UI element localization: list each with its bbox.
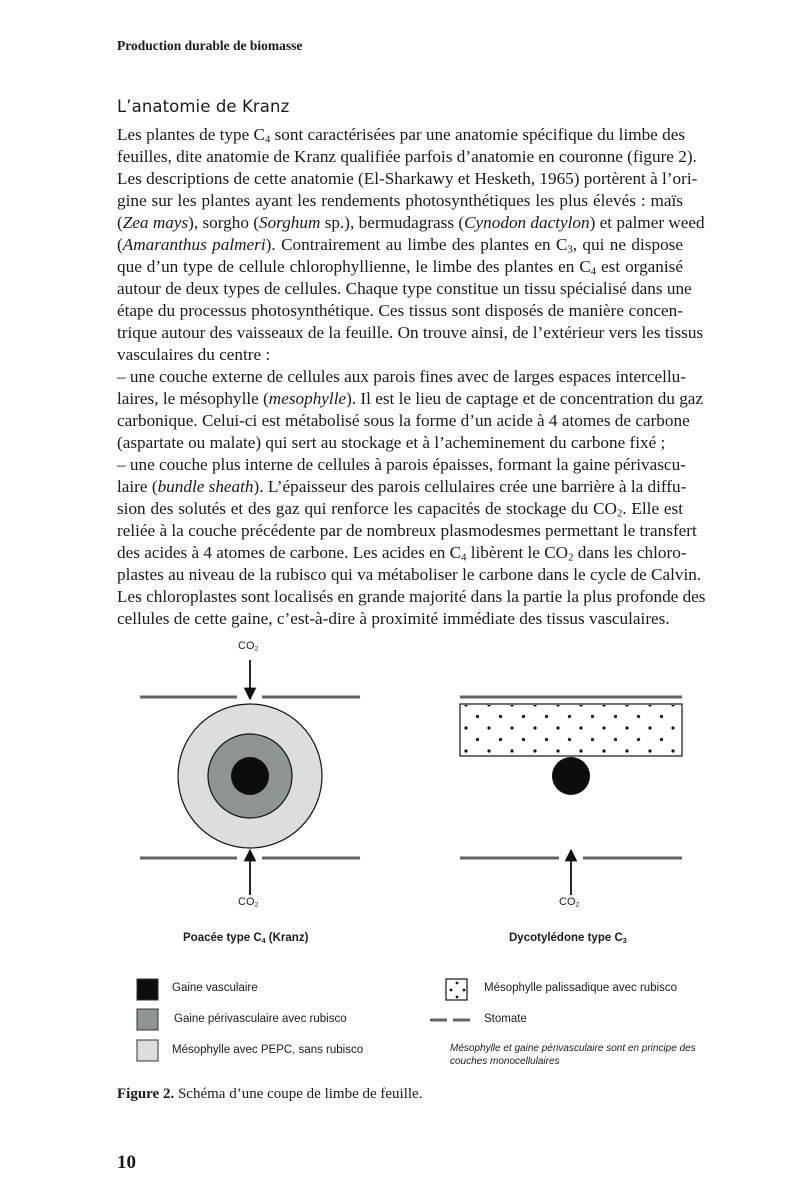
body-line: que d’un type de cellule chlorophyllienne, le limbe des plantes en $C_4$ est organisé bbox=[117, 257, 683, 278]
co2-label-bottom: $CO_2$ bbox=[238, 896, 259, 909]
caption-label: Figure 2. bbox=[117, 1086, 175, 1102]
section-title: L’anatomie de Kranz bbox=[117, 97, 290, 116]
legend-swatch-mesophyll bbox=[137, 1040, 158, 1061]
co2-label-bottom-c3: $CO_2$ bbox=[559, 896, 580, 909]
legend-label-vascular: Gaine vasculaire bbox=[172, 982, 258, 994]
right-diagram-title: Dycotylédone type $C_3$ bbox=[509, 932, 627, 945]
legend-label-palisade: Mésophylle palissadique avec rubisco bbox=[484, 982, 678, 994]
vascular-bundle-c3 bbox=[552, 757, 590, 795]
body-line: feuilles, dite anatomie de Kranz qualifiée parfois d’anatomie en couronne (figure 2). bbox=[117, 147, 697, 166]
kranz-diagram bbox=[140, 660, 360, 895]
body-line: trique autour des vaisseaux de la feuille. On trouve ainsi, de l’extérieur vers les tissus bbox=[117, 323, 704, 342]
body-line: – une couche plus interne de cellules à parois épaisses, formant la gaine périvascu- bbox=[117, 455, 686, 474]
legend-label-perivascular: Gaine périvasculaire avec rubisco bbox=[174, 1013, 347, 1025]
body-text bbox=[117, 124, 706, 630]
body-line: Les descriptions de cette anatomie (El-Sharkawy et Hesketh, 1965) portèrent à l’ori- bbox=[117, 169, 698, 188]
body-line: autour de deux types de cellules. Chaque type constitue un tissu spécialisé dans une bbox=[117, 279, 692, 298]
legend-label-stomate: Stomate bbox=[484, 1013, 527, 1025]
left-diagram-title: Poacée type $C_4$ (Kranz) bbox=[183, 932, 309, 945]
c3-diagram bbox=[460, 697, 682, 895]
body-line: Les plantes de type $C_4$ sont caractérisées par une anatomie spécifique du limbe des bbox=[117, 125, 686, 146]
caption-text: Schéma d’une coupe de limbe de feuille. bbox=[174, 1086, 423, 1102]
body-line: plastes au niveau de la rubisco qui va métaboliser le carbone dans le cycle de Calvin. bbox=[117, 565, 702, 584]
figure-diagram bbox=[0, 630, 800, 1080]
figure-caption bbox=[117, 1086, 422, 1103]
body-line: laire (bundle sheath). L’épaisseur des parois cellulaires crée une barrière à la diffu- bbox=[117, 477, 687, 496]
body-line: étape du processus photosynthétique. Ces tissus sont disposés de manière concen- bbox=[117, 301, 683, 320]
body-line: (Zea mays), sorgho (Sorghum sp.), bermudagrass (Cynodon dactylon) et palmer weed bbox=[117, 213, 705, 232]
figure-2 bbox=[0, 630, 800, 1080]
body-line: gine sur les plantes ayant les rendements photosynthétiques les plus élevés : maïs bbox=[117, 191, 683, 210]
body-line: Les chloroplastes sont localisés en grande majorité dans la partie la plus profonde des bbox=[117, 587, 706, 606]
body-line: (Amaranthus palmeri). Contrairement au limbe des plantes en $C_3$, qui ne dispose bbox=[117, 235, 683, 256]
body-line: vasculaires du centre : bbox=[117, 345, 271, 364]
legend-label-mesophyll: Mésophylle avec PEPC, sans rubisco bbox=[172, 1044, 364, 1056]
body-line: – une couche externe de cellules aux parois fines avec de larges espaces intercellu- bbox=[117, 367, 686, 386]
body-line: reliée à la couche précédente par de nombreux plasmodesmes permettant le transfert bbox=[117, 521, 697, 540]
body-line: cellules de cette gaine, c’est-à-dire à proximité immédiate des tissus vasculaires. bbox=[117, 609, 670, 628]
vascular-bundle bbox=[231, 757, 269, 795]
legend-swatch-vascular bbox=[137, 979, 158, 1000]
legend-swatch-dotted bbox=[446, 979, 467, 1000]
body-line: carbonique. Celui-ci est métabolisé sous la forme d’un acide à 4 atomes de carbone bbox=[117, 411, 690, 430]
running-head: Production durable de biomasse bbox=[117, 38, 303, 53]
legend-note: Mésophylle et gaine périvasculaire sont en principe des couches monocellulaires bbox=[450, 1043, 696, 1067]
body-line: (aspartate ou malate) qui sert au stockage et à l’acheminement du carbone fixé ; bbox=[117, 433, 666, 452]
body-line: sion des solutés et des gaz qui renforce les capacités de stockage du $CO_2$. Elle est bbox=[117, 499, 683, 520]
co2-label-top: $CO_2$ bbox=[238, 640, 259, 653]
page-number: 10 bbox=[117, 1152, 136, 1173]
legend-swatch-perivascular bbox=[137, 1009, 158, 1030]
body-line: des acides à 4 atomes de carbone. Les acides en $C_4$ libèrent le $CO_2$ dans les chloro- bbox=[117, 543, 687, 564]
body-line: laires, le mésophylle (mesophylle). Il est le lieu de captage et de concentration du gaz bbox=[117, 389, 704, 408]
